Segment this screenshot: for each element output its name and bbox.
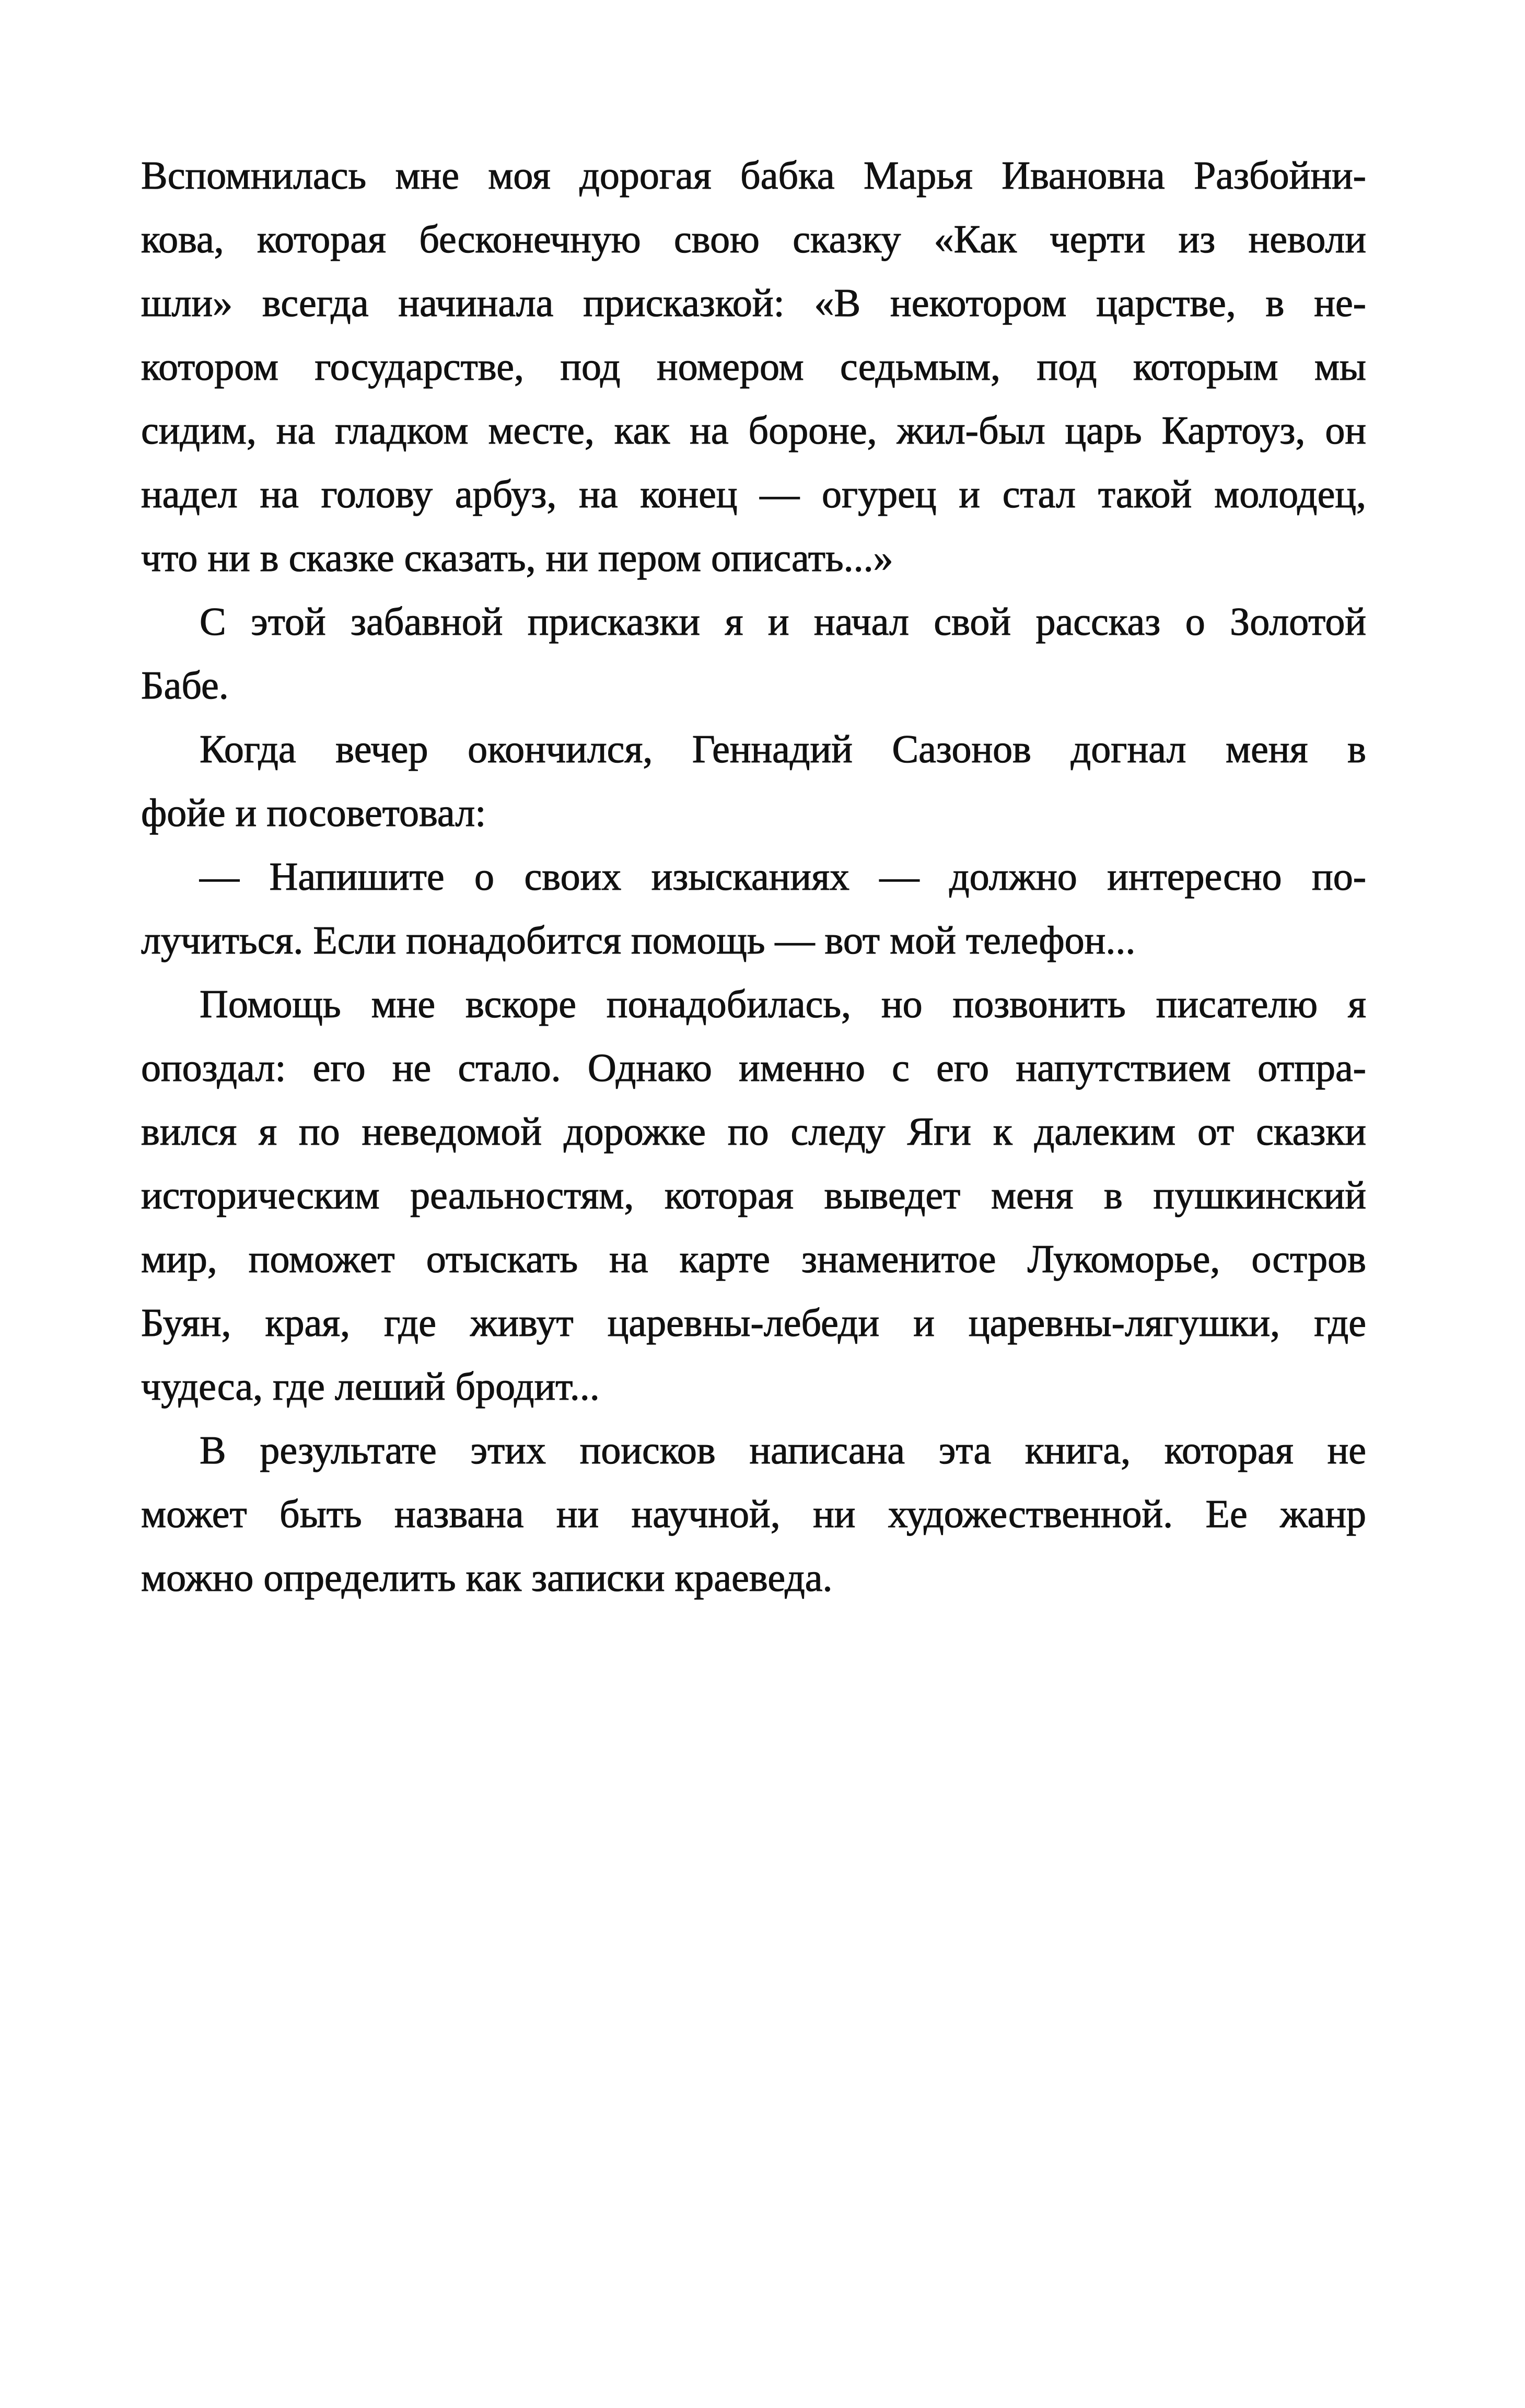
text-line: Буян, края, где живут царевны-лебеди и царевны-лягушки, где — [141, 1301, 1366, 1345]
paragraph-2 — [141, 590, 1366, 717]
text-line: опоздал: его не стало. Однако именно с его напутствием отпра- — [141, 1046, 1366, 1090]
text-line: С этой забавной присказки я и начал свой рассказ о Золотой — [200, 600, 1366, 644]
text-line: фойе и посоветовал: — [141, 791, 486, 835]
text-line: можно определить как записки краеведа. — [141, 1556, 833, 1600]
text-line: вился я по неведомой дорожке по следу Яги к далеким от сказки — [141, 1110, 1366, 1154]
text-line: мир, поможет отыскать на карте знаменитое Лукоморье, остров — [141, 1237, 1366, 1281]
text-line: котором государстве, под номером седьмым, под которым мы — [141, 345, 1366, 389]
text-line: что ни в сказке сказать, ни пером описать...» — [141, 536, 893, 580]
text-line: В результате этих поисков написана эта книга, которая не — [200, 1428, 1366, 1472]
book-page — [141, 144, 1366, 1610]
text-line: шли» всегда начинала присказкой: «В некотором царстве, в не- — [141, 281, 1366, 325]
text-line: Когда вечер окончился, Геннадий Сазонов догнал меня в — [200, 727, 1366, 771]
text-line: может быть названа ни научной, ни художественной. Ее жанр — [141, 1492, 1366, 1536]
text-line: сидим, на гладком месте, как на бороне, жил-был царь Картоуз, он — [141, 409, 1366, 452]
text-line: историческим реальностям, которая выведет меня в пушкинский — [141, 1173, 1366, 1217]
paragraph-1 — [141, 144, 1366, 590]
paragraph-6 — [141, 1418, 1366, 1610]
text-line: Вспомнилась мне моя дорогая бабка Марья Ивановна Разбойни- — [141, 154, 1366, 197]
text-line: — Напишите о своих изысканиях — должно интересно по- — [200, 855, 1366, 899]
paragraph-3 — [141, 717, 1366, 845]
text-line: Помощь мне вскоре понадобилась, но позвонить писателю я — [200, 982, 1366, 1026]
paragraph-5 — [141, 972, 1366, 1418]
text-line: надел на голову арбуз, на конец — огурец и стал такой молодец, — [141, 472, 1366, 516]
text-line: Бабе. — [141, 664, 229, 707]
text-line: лучиться. Если понадобится помощь — вот мой телефон... — [141, 918, 1136, 962]
paragraph-4 — [141, 845, 1366, 972]
text-line: чудеса, где леший бродит... — [141, 1365, 600, 1409]
text-line: кова, которая бесконечную свою сказку «Как черти из неволи — [141, 217, 1366, 261]
